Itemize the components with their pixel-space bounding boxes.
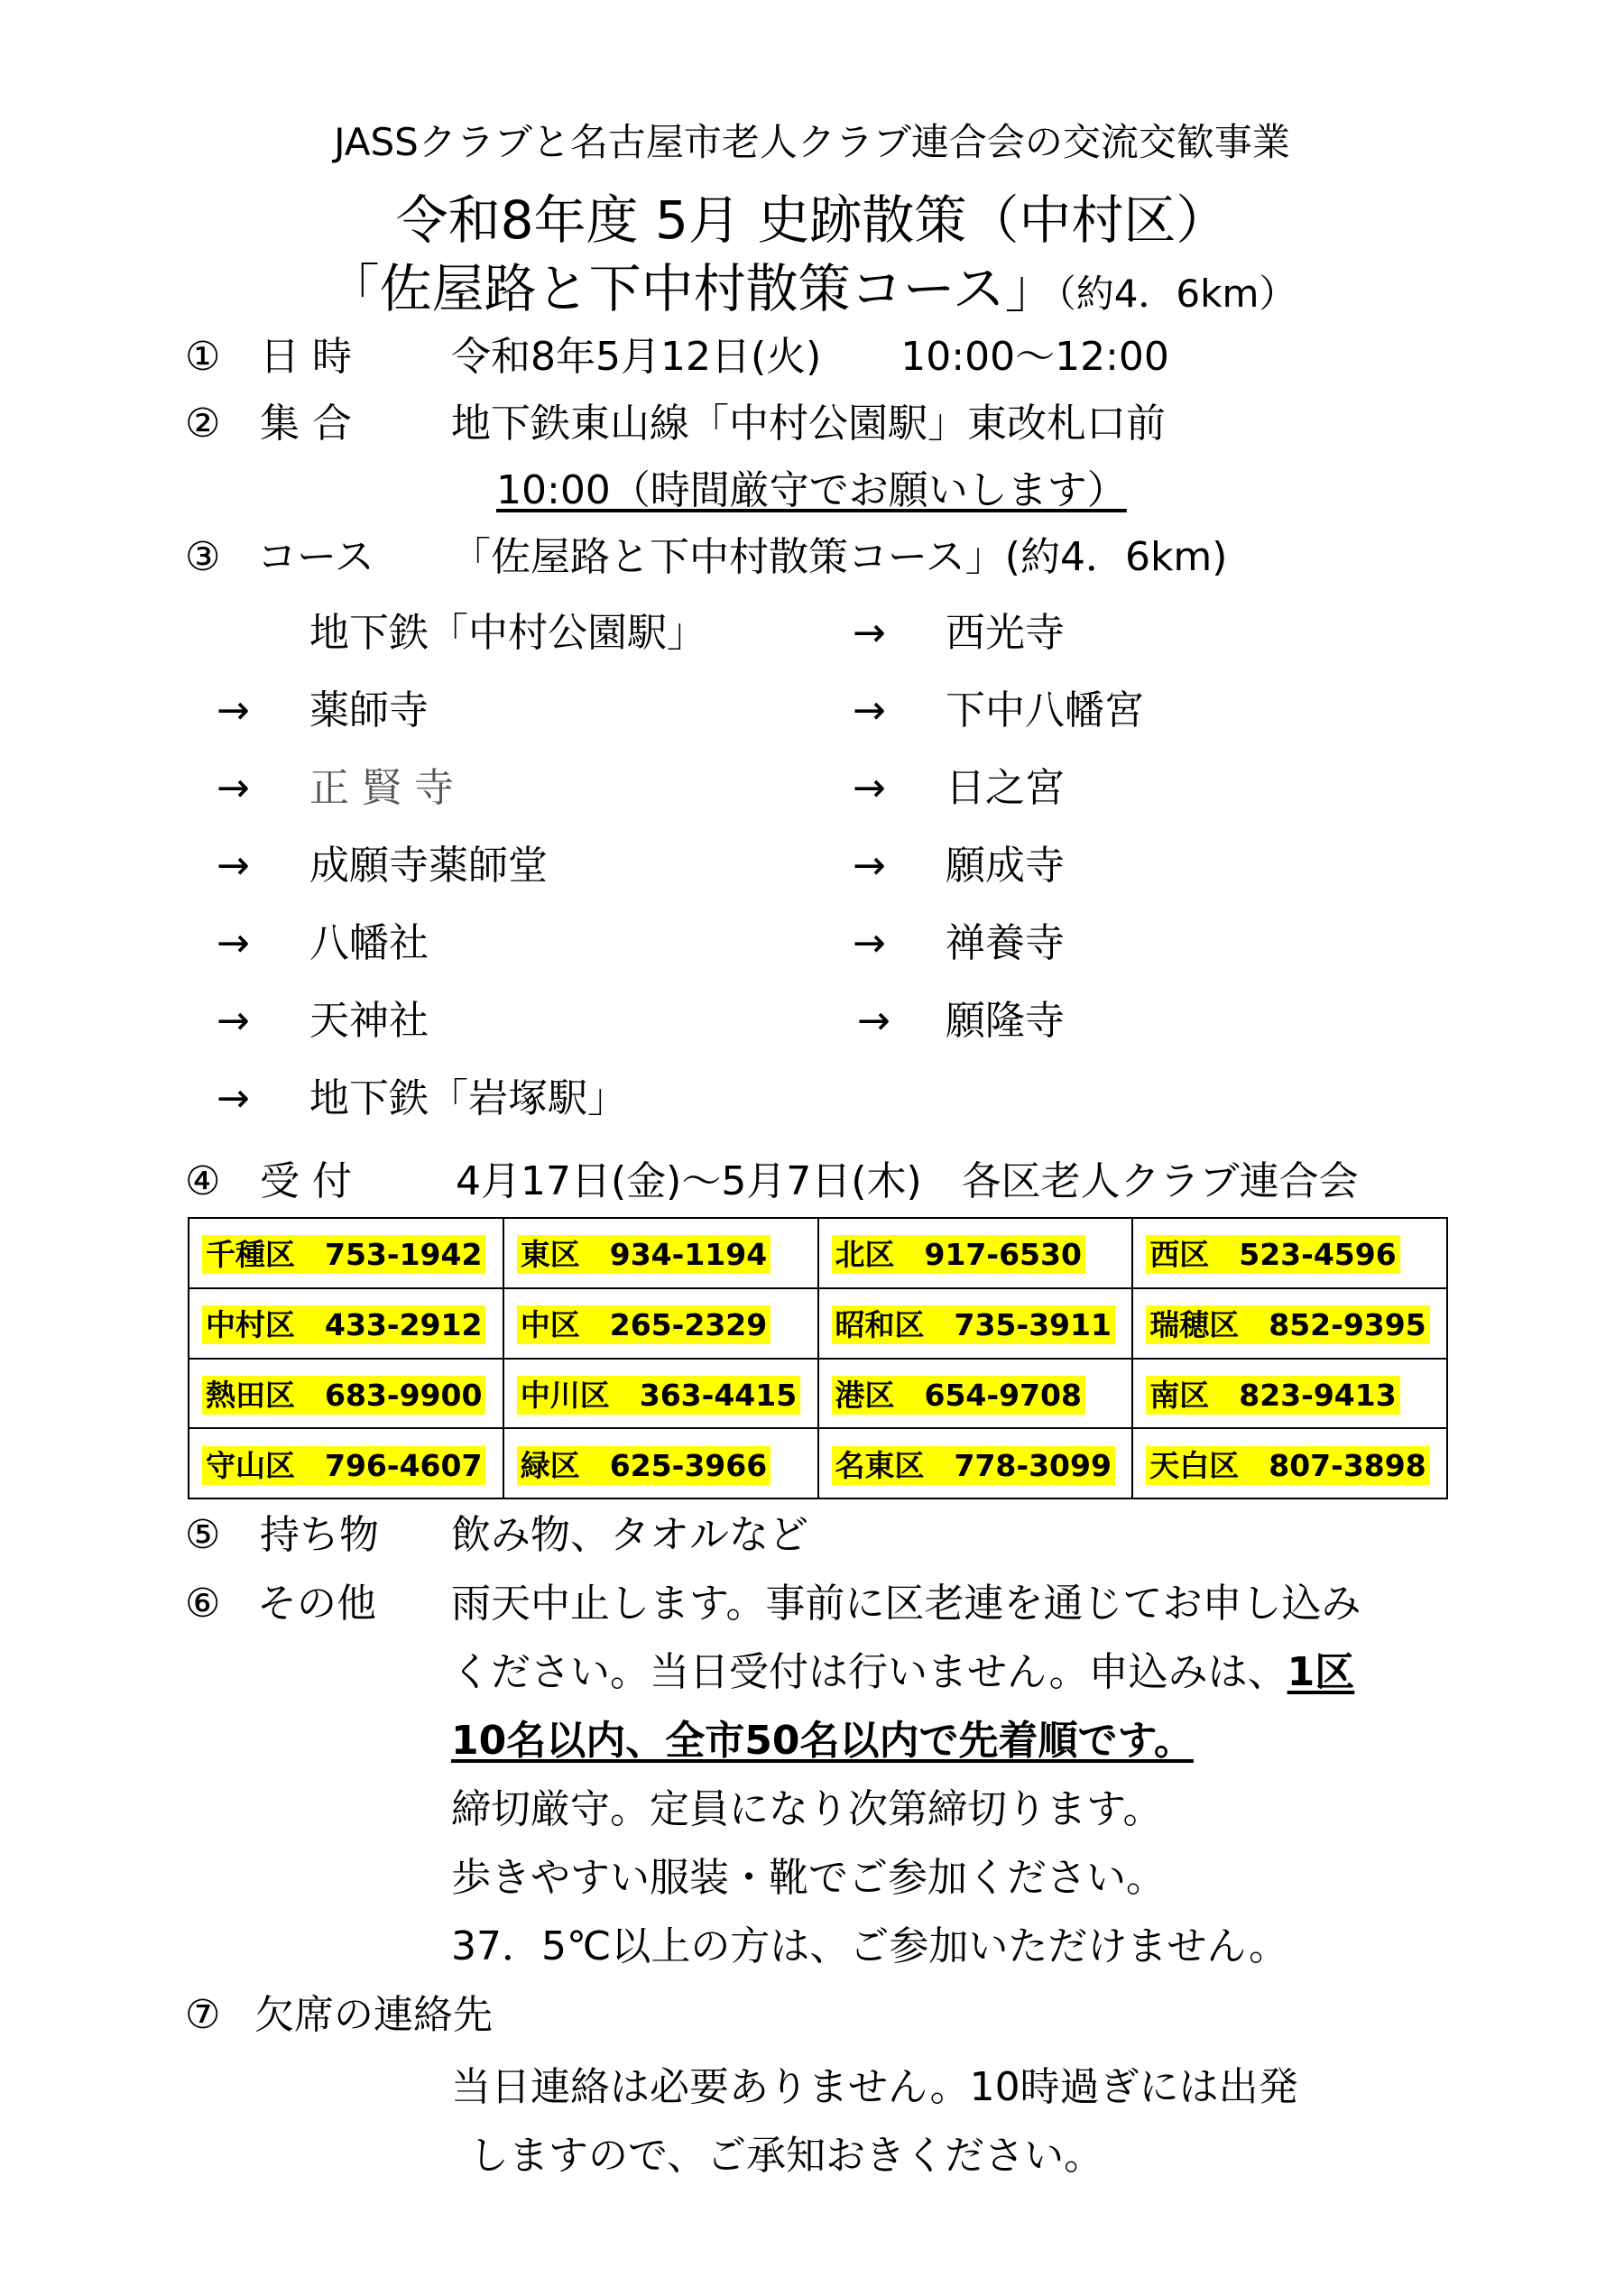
course-title: 「佐屋路と下中村散策コース」 — [327, 258, 1057, 319]
other-line-2-text: ください。当日受付は行いません。申込みは、 — [451, 1649, 1287, 1695]
route-arrow: → — [853, 843, 886, 889]
route-arrow: → — [217, 765, 250, 811]
course-heading — [0, 254, 1624, 328]
item-number-5: ⑤ — [185, 1512, 221, 1558]
route-stop-left-2: 薬師寺 — [309, 687, 429, 733]
route-arrow: → — [217, 920, 250, 966]
route-arrow: → — [217, 998, 250, 1044]
ward-cell: 港区 654-9708 — [818, 1359, 1133, 1429]
reception-value: 4月17日(金)～5月7日(木) 各区老人クラブ連合会 — [456, 1158, 1359, 1204]
absence-line-2: しますので、ご承知おきください。 — [469, 2133, 1104, 2179]
route-stop-right-3: 日之宮 — [946, 765, 1065, 811]
route-stop-right-2: 下中八幡宮 — [946, 687, 1144, 733]
ward-cell: 熱田区 683-9900 — [189, 1359, 503, 1429]
ward-contact-table — [188, 1217, 1448, 1499]
item-number-4: ④ — [185, 1158, 221, 1204]
route-arrow: → — [217, 843, 250, 889]
ward-cell: 守山区 796-4607 — [189, 1428, 503, 1498]
event-title: 令和8年度 5月 史跡散策（中村区） — [395, 189, 1229, 251]
other-line-6: 37．5℃以上の方は、ご参加いただけません。 — [451, 1923, 1289, 1969]
other-label: その他 — [257, 1581, 376, 1627]
course-label: コース — [257, 534, 374, 580]
course-value: 「佐屋路と下中村散策コース」(約4．6km) — [451, 534, 1228, 580]
table-row — [189, 1428, 1447, 1498]
ward-cell: 中村区 433-2912 — [189, 1288, 503, 1359]
absence-line-1: 当日連絡は必要ありません。10時過ぎには出発 — [451, 2064, 1298, 2110]
ward-cell: 名東区 778-3099 — [818, 1428, 1133, 1498]
route-stop-right-5: 禅養寺 — [946, 920, 1065, 966]
ward-cell: 北区 917-6530 — [818, 1218, 1133, 1288]
item-number-3: ③ — [185, 534, 221, 580]
other-line-3: 10名以内、全市50名以内で先着順です。 — [451, 1718, 1194, 1764]
route-stop-left-3 — [309, 761, 454, 816]
event-subtitle: JASSクラブと名古屋市老人クラブ連合会の交流交歓事業 — [334, 120, 1290, 164]
ward-cell: 中川区 363-4415 — [503, 1359, 818, 1429]
route-arrow: → — [853, 765, 886, 811]
route-arrow: → — [853, 920, 886, 966]
route-stop-left-5: 八幡社 — [309, 920, 429, 966]
course-distance: （約4．6km） — [1057, 272, 1297, 316]
ward-cell: 天白区 807-3898 — [1132, 1428, 1447, 1498]
item-number-6: ⑥ — [185, 1581, 221, 1627]
item-number-7: ⑦ — [185, 1992, 221, 2038]
item-number-2: ② — [185, 401, 221, 447]
ward-cell: 瑞穂区 852-9395 — [1132, 1288, 1447, 1359]
meeting-time-note: 10:00（時間厳守でお願いします） — [496, 467, 1127, 513]
belongings-label: 持ち物 — [260, 1512, 379, 1558]
other-line-1: 雨天中止します。事前に区老連を通じてお申し込み — [451, 1581, 1361, 1627]
route-stop-left-4: 成願寺薬師堂 — [309, 843, 548, 889]
meeting-label: 集 合 — [260, 401, 352, 447]
absence-label: 欠席の連絡先 — [254, 1992, 493, 2038]
ward-cell: 緑区 625-3966 — [503, 1428, 818, 1498]
meeting-value: 地下鉄東山線「中村公園駅」東改札口前 — [451, 401, 1166, 447]
ward-cell: 中区 265-2329 — [503, 1288, 818, 1359]
route-arrow: → — [857, 998, 890, 1044]
other-line-2-emphasis: 1区 — [1287, 1649, 1355, 1695]
belongings-value: 飲み物、タオルなど — [451, 1512, 808, 1558]
route-stop-left-7: 地下鉄「岩塚駅」 — [309, 1075, 627, 1121]
other-line-2 — [451, 1646, 1354, 1700]
route-arrow: → — [853, 610, 886, 656]
ward-cell: 西区 523-4596 — [1132, 1218, 1447, 1288]
ward-cell: 南区 823-9413 — [1132, 1359, 1447, 1429]
route-stop-left-6: 天神社 — [309, 998, 429, 1044]
item-number-1: ① — [185, 334, 221, 380]
table-row — [189, 1359, 1447, 1429]
route-stop-left-3-text: 正 賢 寺 — [309, 765, 454, 811]
datetime-value: 令和8年5月12日(火) 10:00～12:00 — [451, 334, 1169, 380]
ward-cell: 千種区 753-1942 — [189, 1218, 503, 1288]
route-stop-right-6: 願隆寺 — [946, 998, 1065, 1044]
table-row — [189, 1288, 1447, 1359]
ward-cell: 昭和区 735-3911 — [818, 1288, 1133, 1359]
route-stop-left-1: 地下鉄「中村公園駅」 — [309, 610, 706, 656]
ward-cell: 東区 934-1194 — [503, 1218, 818, 1288]
route-stop-right-1: 西光寺 — [946, 610, 1065, 656]
datetime-label: 日 時 — [260, 334, 352, 380]
reception-label: 受 付 — [260, 1158, 352, 1204]
other-line-4: 締切厳守。定員になり次第締切ります。 — [451, 1786, 1163, 1832]
route-arrow: → — [217, 1075, 250, 1121]
other-line-5: 歩きやすい服装・靴でご参加ください。 — [451, 1855, 1166, 1901]
route-arrow: → — [217, 687, 250, 733]
table-row — [189, 1218, 1447, 1288]
route-arrow: → — [853, 687, 886, 733]
route-stop-right-4: 願成寺 — [946, 843, 1065, 889]
